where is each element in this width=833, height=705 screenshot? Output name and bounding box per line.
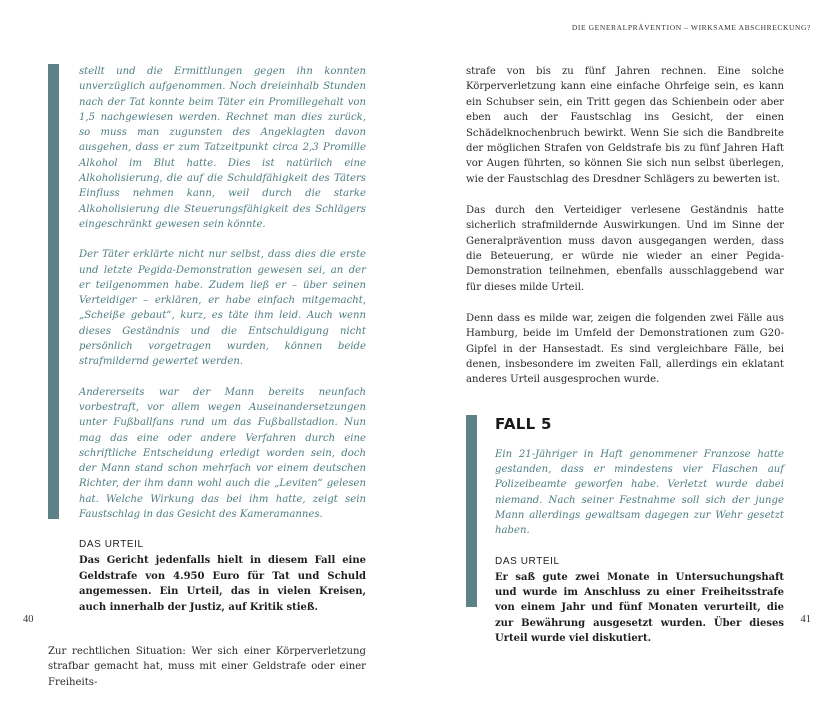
quote-paragraph: Der Täter erklärte nicht nur selbst, dass dies die erste und letzte Pegida-Demonstration gewesen sei, an der er teilgenommen habe. Zudem ließ er – über seinen Verteidiger – erklären, er habe einfach mitgemacht, „Scheiße gebaut“, kurz, es täte ihm leid. Auch wenn dieses Geständnis und die Entschuldigung nicht persönlich vorgetragen wurden, können beide strafmildernd gewertet werden. [79,249,366,368]
accent-bar [466,415,477,607]
verdict-body: Das Gericht jedenfalls hielt in diesem Fall eine Geldstrafe von 4.950 Euro für Tat und Schuld angemessen. Ein Urteil, das in vielen Kreisen, auch innerhalb der Justiz, auf Kritik stieß. [79,555,366,613]
body-paragraph: Zur rechtlichen Situation: Wer sich einer Körperverletzung strafbar gemacht hat, muss mit einer Geldstrafe oder einer Freiheits- [48,645,366,688]
case-quote-block [48,64,366,615]
verdict-title: DAS URTEIL [495,555,560,567]
running-head: DIE GENERALPRÄVENTION – WIRKSAME ABSCHRECKUNG? [571,23,811,32]
page-number-right: 41 [800,614,811,625]
verdict-title: DAS URTEIL [79,539,144,551]
verdict-section [79,537,366,615]
case-heading: FALL 5 [495,414,552,433]
quote-paragraph: stellt und die Ermittlungen gegen ihn konnten unverzüglich aufgenommen. Noch dreieinhalb Stunden nach der Tat konnte beim Täter ein Promillegehalt von 1,5 nachgewiesen werden. Rechnet man dies zurück, so muss man zugunsten des Angeklagten davon ausgehen, dass er zum Tatzeitpunkt circa 2,3 Promille Alkohol im Blut hatte. Dies ist natürlich eine Alkoholisierung, die auf die Schuldfähigkeit des Täters Einfluss nehmen kann, weil durch die starke Alkoholisierung die Steuerungsfähigkeit des Schlägers eingeschränkt gewesen sein könnte. [79,66,366,230]
quote-paragraph: Andererseits war der Mann bereits neunfach vorbestraft, vor allem wegen Auseinandersetzungen unter Fußballfans rund um das Fußballstadion. Nun mag das eine oder andere Verfahren durch eine schriftliche Entscheidung erledigt worden sein, doch der Mann stand schon mehrfach vor einem deutschen Richter, der ihm dann wohl auch die „Leviten“ gelesen hat. Welche Wirkung das bei ihm hatte, zeigt sein Faustschlag in das Gesicht des Kameramannes. [79,386,366,521]
right-page-column [466,64,784,647]
body-paragraph: Denn dass es milde war, zeigen die folgenden zwei Fälle aus Hamburg, beide im Umfeld der Demonstrationen zum G20-Gipfel in der Hansestadt. Es sind vergleichbare Fälle, bei denen, insbesondere im zweiten Fall, allerdings ein eklatant anderes Urteil ausgesprochen wurde. [466,312,784,386]
verdict-body: Er saß gute zwei Monate in Untersuchungshaft und wurde im Anschluss zu einer Freiheitsstrafe von einem Jahr und fünf Monaten verurteilt, die zur Bewährung ausgesetzt wurden. Über dieses Urteil wurde viel diskutiert. [495,571,784,645]
left-page-column [48,64,366,705]
body-paragraph: Das durch den Verteidiger verlesene Geständnis hatte sicherlich strafmildernde Auswirkungen. Und im Sinne der Generalprävention muss davon ausgegangen werden, dass die Beteuerung, er würde nie wieder an einer Pegida-Demonstration teilnehmen, ebenfalls ausschlaggebend war für dieses milde Urteil. [466,204,784,293]
case-quote-text [79,64,366,522]
case-5-block [466,415,784,647]
case-quote-text: Ein 21-Jähriger in Haft genommener Franzose hatte gestanden, dass er mindestens vier Flaschen auf Polizeibeamte geworfen habe. Verletzt wurde dabei niemand. Nach seiner Festnahme soll sich der junge Mann allerdings gewaltsam dagegen zur Wehr gesetzt haben. [495,448,784,537]
page-number-left: 40 [23,614,34,625]
accent-bar [48,64,59,519]
body-paragraph: strafe von bis zu fünf Jahren rechnen. Eine solche Körperverletzung kann eine einfache Ohrfeige sein, es kann ein Schubser sein, ein Tritt gegen das Schienbein oder aber eben auch der Faustschlag ins Gesicht, der einen Schädelknochenbruch bewirkt. Wenn Sie sich die Bandbreite der möglichen Strafen von Geldstrafe bis zu fünf Jahren Haft vor Augen führten, so können Sie sich nun selbst überlegen, wie der Faustschlag des Dresdner Schlägers zu bewerten ist. [466,66,784,185]
